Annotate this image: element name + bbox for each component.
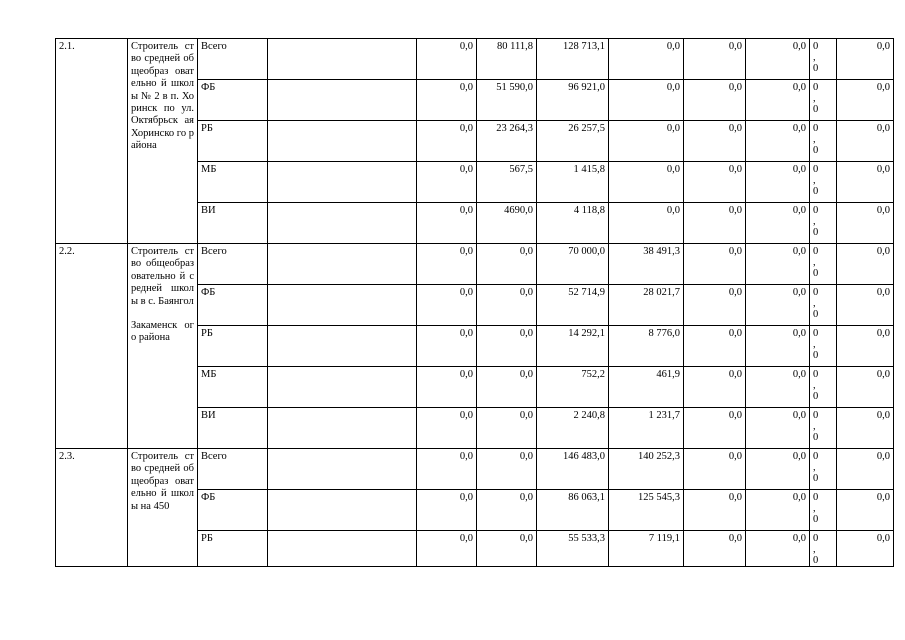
- amount-cell: 0,0: [417, 203, 477, 244]
- amount-cell: 28 021,7: [609, 285, 684, 326]
- amount-cell: 0,0: [837, 285, 894, 326]
- amount-cell: 125 545,3: [609, 490, 684, 531]
- empty-cell: [268, 39, 417, 80]
- amount-cell: 2 240,8: [537, 408, 609, 449]
- project-name: [128, 244, 198, 449]
- amount-cell: 0,0: [684, 203, 746, 244]
- empty-cell: [268, 367, 417, 408]
- amount-cell: 0,0: [684, 449, 746, 490]
- amount-cell: 0,0: [684, 80, 746, 121]
- funding-source: Всего: [198, 39, 268, 80]
- amount-cell: 0,0: [417, 367, 477, 408]
- amount-cell: 0,0: [684, 367, 746, 408]
- amount-cell: 52 714,9: [537, 285, 609, 326]
- amount-cell: 0,0: [684, 408, 746, 449]
- funding-source: ФБ: [198, 285, 268, 326]
- amount-cell: 0,0: [477, 531, 537, 567]
- amount-cell-narrow: 0 , 0: [810, 203, 837, 244]
- amount-cell: 0,0: [417, 244, 477, 285]
- amount-cell: 0,0: [746, 244, 810, 285]
- amount-cell: 0,0: [746, 162, 810, 203]
- amount-cell: 0,0: [417, 80, 477, 121]
- funding-source: ФБ: [198, 80, 268, 121]
- amount-cell: 0,0: [684, 531, 746, 567]
- amount-cell: 0,0: [684, 39, 746, 80]
- budget-table: [55, 38, 894, 567]
- amount-cell: 26 257,5: [537, 121, 609, 162]
- amount-cell: 0,0: [746, 367, 810, 408]
- amount-cell: 96 921,0: [537, 80, 609, 121]
- amount-cell: 0,0: [746, 449, 810, 490]
- amount-cell: 0,0: [837, 39, 894, 80]
- amount-cell: 0,0: [477, 285, 537, 326]
- row-number: 2.2.: [56, 244, 128, 449]
- amount-cell: 0,0: [477, 244, 537, 285]
- table-body: [56, 39, 894, 567]
- amount-cell: 0,0: [746, 80, 810, 121]
- amount-cell: 0,0: [837, 367, 894, 408]
- funding-source: РБ: [198, 531, 268, 567]
- amount-cell: 0,0: [609, 80, 684, 121]
- table-row: [56, 244, 894, 285]
- amount-cell: 0,0: [837, 531, 894, 567]
- amount-cell: 0,0: [609, 162, 684, 203]
- empty-cell: [268, 326, 417, 367]
- empty-cell: [268, 449, 417, 490]
- amount-cell: 80 111,8: [477, 39, 537, 80]
- amount-cell: 0,0: [417, 285, 477, 326]
- amount-cell: 70 000,0: [537, 244, 609, 285]
- amount-cell: 1 231,7: [609, 408, 684, 449]
- empty-cell: [268, 244, 417, 285]
- amount-cell: 0,0: [417, 490, 477, 531]
- amount-cell: 0,0: [746, 121, 810, 162]
- amount-cell-narrow: 0 , 0: [810, 80, 837, 121]
- amount-cell: 752,2: [537, 367, 609, 408]
- amount-cell: 140 252,3: [609, 449, 684, 490]
- funding-source: ФБ: [198, 490, 268, 531]
- project-name-part: Строитель ство средней общеобраз овательно й школы № 2 в п. Хоринск по ул. Октябрьск ая Хоринско го района: [131, 41, 194, 152]
- amount-cell: 0,0: [746, 39, 810, 80]
- project-name: [128, 449, 198, 567]
- empty-cell: [268, 203, 417, 244]
- amount-cell: 0,0: [417, 326, 477, 367]
- funding-source: Всего: [198, 244, 268, 285]
- funding-source: РБ: [198, 121, 268, 162]
- amount-cell: 14 292,1: [537, 326, 609, 367]
- empty-cell: [268, 531, 417, 567]
- amount-cell-narrow: 0 , 0: [810, 244, 837, 285]
- amount-cell: 146 483,0: [537, 449, 609, 490]
- amount-cell: 0,0: [684, 121, 746, 162]
- amount-cell: 0,0: [684, 285, 746, 326]
- table-row: [56, 39, 894, 80]
- amount-cell: 128 713,1: [537, 39, 609, 80]
- funding-source: Всего: [198, 449, 268, 490]
- amount-cell: 0,0: [837, 162, 894, 203]
- project-name-part: Строитель ство общеобраз овательно й средней школы в с. Баянгол: [131, 246, 194, 307]
- row-number: 2.3.: [56, 449, 128, 567]
- amount-cell: 0,0: [837, 449, 894, 490]
- amount-cell-narrow: 0 , 0: [810, 449, 837, 490]
- amount-cell: 86 063,1: [537, 490, 609, 531]
- amount-cell-narrow: 0 , 0: [810, 490, 837, 531]
- funding-source: ВИ: [198, 408, 268, 449]
- amount-cell-narrow: 0 , 0: [810, 367, 837, 408]
- project-name: [128, 39, 198, 244]
- amount-cell: 0,0: [417, 162, 477, 203]
- amount-cell: 0,0: [417, 39, 477, 80]
- amount-cell: 0,0: [746, 490, 810, 531]
- project-name-part: Строитель ство средней общеобраз овательно й школы на 450: [131, 451, 194, 512]
- empty-cell: [268, 408, 417, 449]
- empty-cell: [268, 121, 417, 162]
- amount-cell: 0,0: [477, 449, 537, 490]
- amount-cell-narrow: 0 , 0: [810, 326, 837, 367]
- funding-source: ВИ: [198, 203, 268, 244]
- amount-cell: 23 264,3: [477, 121, 537, 162]
- amount-cell: 0,0: [477, 326, 537, 367]
- amount-cell: 4690,0: [477, 203, 537, 244]
- amount-cell: 0,0: [746, 326, 810, 367]
- amount-cell: 8 776,0: [609, 326, 684, 367]
- amount-cell: 0,0: [746, 408, 810, 449]
- amount-cell-narrow: 0 , 0: [810, 285, 837, 326]
- amount-cell: 0,0: [684, 244, 746, 285]
- project-name-part: Закаменск ого района: [131, 320, 194, 344]
- amount-cell: 0,0: [684, 490, 746, 531]
- empty-cell: [268, 162, 417, 203]
- amount-cell: 0,0: [837, 203, 894, 244]
- amount-cell: 0,0: [417, 408, 477, 449]
- table-row: [56, 449, 894, 490]
- amount-cell: 0,0: [746, 203, 810, 244]
- amount-cell: 0,0: [417, 531, 477, 567]
- amount-cell: 0,0: [837, 80, 894, 121]
- amount-cell: 0,0: [746, 285, 810, 326]
- amount-cell: 0,0: [837, 121, 894, 162]
- amount-cell: 0,0: [477, 367, 537, 408]
- amount-cell: 0,0: [417, 449, 477, 490]
- amount-cell: 38 491,3: [609, 244, 684, 285]
- funding-source: МБ: [198, 162, 268, 203]
- empty-cell: [268, 285, 417, 326]
- amount-cell: 0,0: [609, 121, 684, 162]
- amount-cell: 0,0: [417, 121, 477, 162]
- empty-cell: [268, 80, 417, 121]
- amount-cell: 0,0: [609, 39, 684, 80]
- amount-cell: 461,9: [609, 367, 684, 408]
- amount-cell-narrow: 0 , 0: [810, 531, 837, 567]
- amount-cell: 0,0: [837, 326, 894, 367]
- amount-cell-narrow: 0 , 0: [810, 39, 837, 80]
- row-number: 2.1.: [56, 39, 128, 244]
- amount-cell: 4 118,8: [537, 203, 609, 244]
- amount-cell: 0,0: [477, 490, 537, 531]
- amount-cell: 0,0: [609, 203, 684, 244]
- amount-cell: 0,0: [837, 490, 894, 531]
- amount-cell: 51 590,0: [477, 80, 537, 121]
- amount-cell: 0,0: [684, 326, 746, 367]
- amount-cell-narrow: 0 , 0: [810, 162, 837, 203]
- amount-cell: 0,0: [477, 408, 537, 449]
- amount-cell: 567,5: [477, 162, 537, 203]
- funding-source: МБ: [198, 367, 268, 408]
- amount-cell: 0,0: [746, 531, 810, 567]
- funding-source: РБ: [198, 326, 268, 367]
- amount-cell-narrow: 0 , 0: [810, 121, 837, 162]
- amount-cell: 1 415,8: [537, 162, 609, 203]
- amount-cell: 0,0: [684, 162, 746, 203]
- amount-cell: 0,0: [837, 408, 894, 449]
- amount-cell: 7 119,1: [609, 531, 684, 567]
- empty-cell: [268, 490, 417, 531]
- amount-cell: 0,0: [837, 244, 894, 285]
- amount-cell-narrow: 0 , 0: [810, 408, 837, 449]
- amount-cell: 55 533,3: [537, 531, 609, 567]
